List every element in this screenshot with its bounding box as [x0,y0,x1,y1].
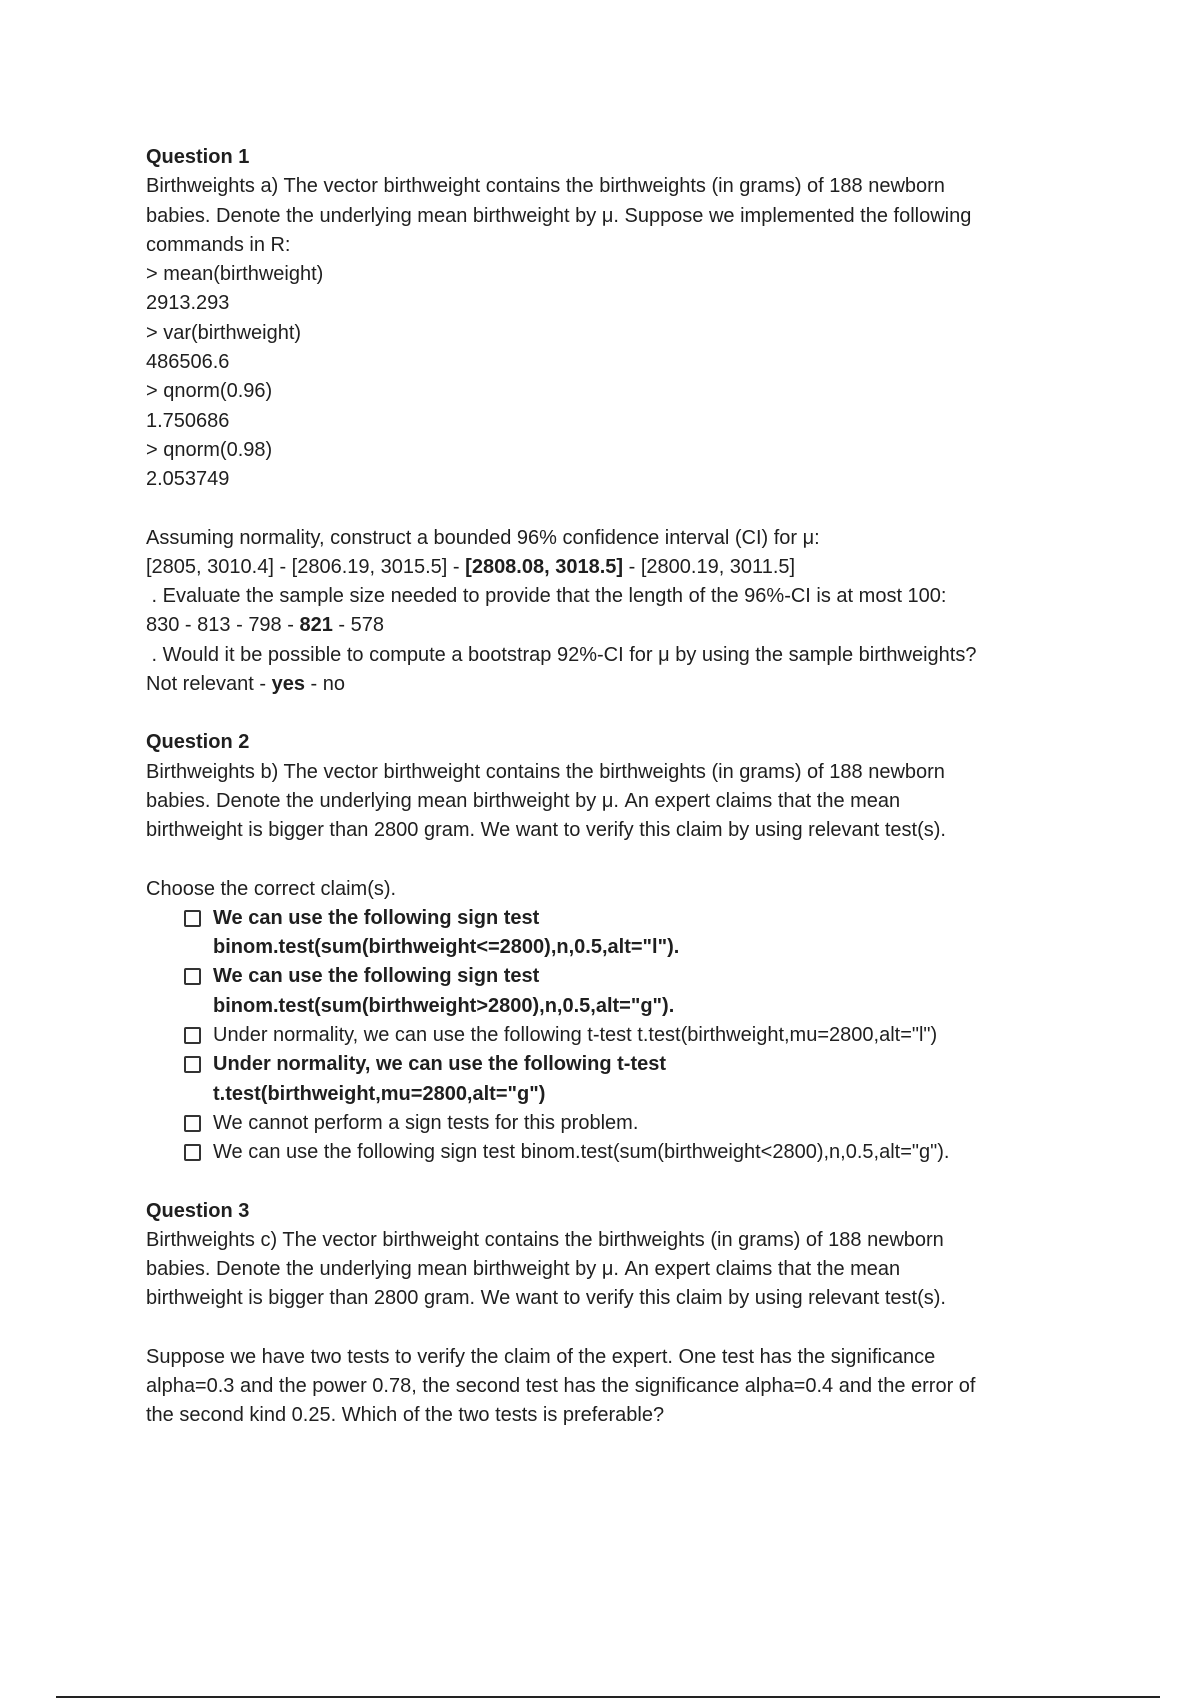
n-option-correct[interactable]: 821 [299,614,333,637]
checkbox[interactable] [184,1115,201,1132]
claim-option-text: Under normality, we can use the following t-test t.test(birthweight,mu=2800,alt="l") [213,1024,938,1047]
ci-option-correct[interactable]: [2808.08, 3018.5] [465,555,624,578]
boot-option[interactable]: no [322,673,346,696]
separator: - [179,614,198,637]
n-option[interactable]: 813 [197,614,231,637]
ci-prompt: Assuming normality, construct a bounded 96% confidence interval (CI) for μ: [146,526,820,549]
separator: - [230,614,249,637]
separator: - [623,555,641,578]
ci-options [146,553,1096,582]
q3-body-line: alpha=0.3 and the power 0.78, the second test has the significance alpha=0.4 and the error of [146,1374,976,1397]
sample-size-options [146,611,1096,640]
bootstrap-prompt: . Would it be possible to compute a bootstrap 92%-CI for μ by using the sample birthweights? [146,643,977,666]
bootstrap-options [146,670,1096,699]
claim-option-text: We can use the following sign test [213,965,540,988]
q3-intro-line: babies. Denote the underlying mean birthweight by μ. An expert claims that the mean [146,1258,901,1281]
page-bottom-rule [56,1696,1160,1698]
claim-option[interactable] [184,1138,1096,1167]
claim-option-text: We can use the following sign test binom.test(sum(birthweight<2800),n,0.5,alt="g"). [213,1141,950,1164]
claim-option-text: We cannot perform a sign tests for this problem. [213,1111,639,1134]
r-command: > var(birthweight) [146,321,302,344]
claim-options-list [184,904,1096,1168]
claim-option-text: t.test(birthweight,mu=2800,alt="g") [213,1082,546,1105]
claim-option-text: Under normality, we can use the following t-test [213,1053,667,1076]
checkbox[interactable] [184,968,201,985]
claim-option[interactable] [184,962,1096,1021]
q1-intro-line: commands in R: [146,233,291,256]
q1-heading: Question 1 [146,146,250,168]
ci-option[interactable]: [2806.19, 3015.5] [291,555,448,578]
claim-option-text: binom.test(sum(birthweight>2800),n,0.5,alt="g"). [213,994,675,1017]
q3-heading: Question 3 [146,1199,250,1222]
n-option[interactable]: 578 [350,614,384,637]
n-option[interactable]: 798 [248,614,282,637]
q2-intro-line: Birthweights b) The vector birthweight contains the birthweights (in grams) of 188 newborn [146,760,945,783]
claim-option-text: We can use the following sign test [213,906,540,929]
checkbox[interactable] [184,1144,201,1161]
q3-body-line: Suppose we have two tests to verify the claim of the expert. One test has the significance [146,1345,936,1368]
separator: - [273,555,292,578]
choose-instruction: Choose the correct claim(s). [146,877,397,900]
separator: - [332,614,351,637]
q3-intro-line: Birthweights c) The vector birthweight contains the birthweights (in grams) of 188 newborn [146,1228,944,1251]
q1-intro-line: Birthweights a) The vector birthweight contains the birthweights (in grams) of 188 newborn [146,175,945,198]
q3-intro-line: birthweight is bigger than 2800 gram. We want to verify this claim by using relevant test(s). [146,1287,946,1310]
separator: - [281,614,300,637]
q2-intro-line: birthweight is bigger than 2800 gram. We want to verify this claim by using relevant test(s). [146,819,946,842]
ci-option[interactable]: [2805, 3010.4] [146,555,274,578]
claim-option[interactable] [184,904,1096,963]
r-output: 2.053749 [146,468,230,491]
document-page [146,143,1096,1431]
n-option[interactable]: 830 [146,614,180,637]
r-command: > qnorm(0.98) [146,438,273,461]
boot-option[interactable]: Not relevant [146,673,254,696]
r-command: > mean(birthweight) [146,263,324,286]
checkbox[interactable] [184,1027,201,1044]
checkbox[interactable] [184,910,201,927]
sample-size-prompt: . Evaluate the sample size needed to provide that the length of the 96%-CI is at most 100: [146,585,947,608]
r-output: 1.750686 [146,409,230,432]
claim-option[interactable] [184,1109,1096,1138]
q2-intro-line: babies. Denote the underlying mean birthweight by μ. An expert claims that the mean [146,789,901,812]
r-output: 2913.293 [146,292,230,315]
q3-body-line: the second kind 0.25. Which of the two tests is preferable? [146,1404,665,1427]
q2-heading: Question 2 [146,731,250,754]
claim-option[interactable] [184,1021,1096,1050]
boot-option-correct[interactable]: yes [271,673,305,696]
separator: - [305,673,323,696]
r-output: 486506.6 [146,351,230,374]
claim-option-text: binom.test(sum(birthweight<=2800),n,0.5,alt="l"). [213,936,680,959]
r-command: > qnorm(0.96) [146,380,273,403]
separator: - [447,555,466,578]
claim-option[interactable] [184,1050,1096,1109]
q1-intro-line: babies. Denote the underlying mean birthweight by μ. Suppose we implemented the following [146,204,972,227]
separator: - [253,673,272,696]
ci-option[interactable]: [2800.19, 3011.5] [640,555,796,578]
checkbox[interactable] [184,1056,201,1073]
